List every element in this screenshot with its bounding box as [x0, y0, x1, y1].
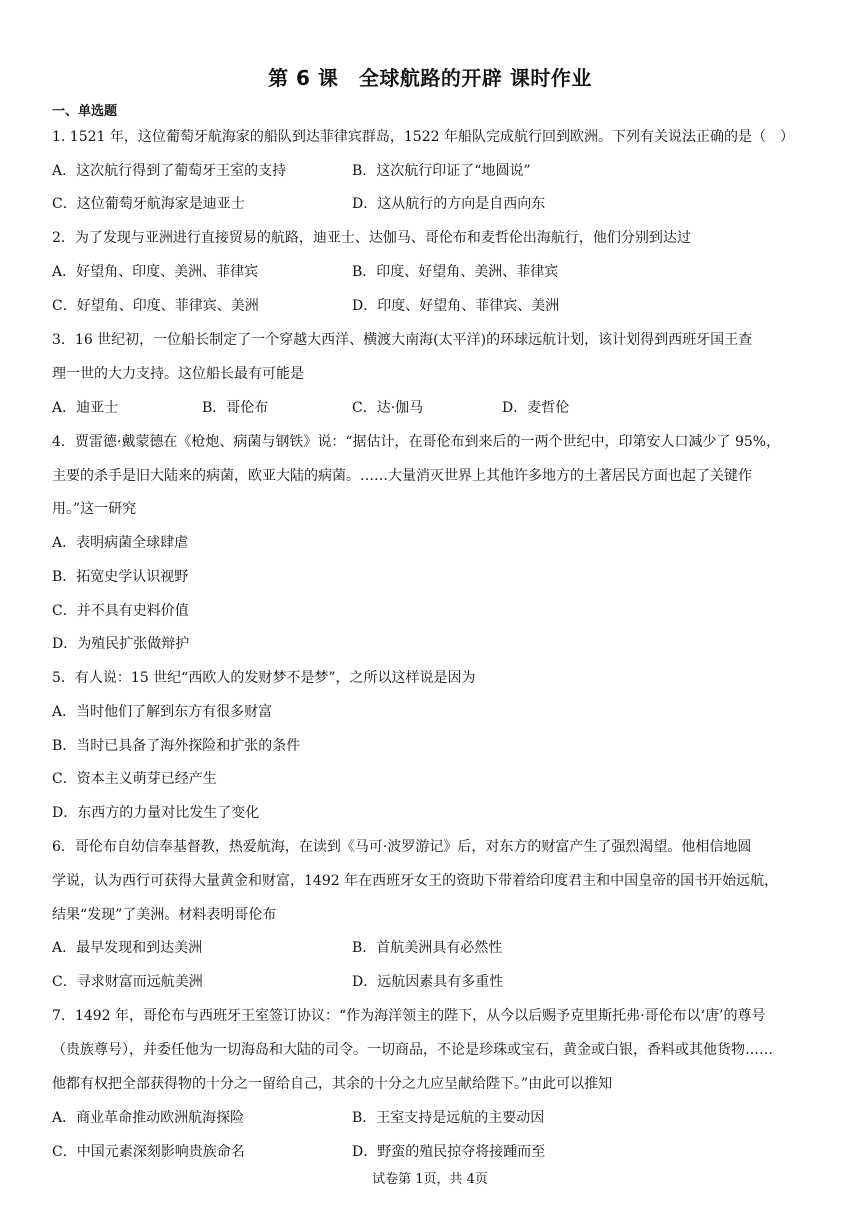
question-4-stem-line-1: 4．贾雷德·戴蒙德在《枪炮、病菌与钢铁》说：“据估计，在哥伦布到来后的一两个世纪中，印第安人口减少了 95%， [52, 434, 781, 450]
question-5-option-a: A．当时他们了解到东方有很多财富 [52, 704, 273, 720]
question-6-stem-line-3: 结果“发现”了美洲。材料表明哥伦布 [52, 907, 277, 923]
question-5-option-c: C．资本主义萌芽已经产生 [52, 771, 217, 787]
page-footer: 试卷第 1页，共 4页 [372, 1172, 488, 1187]
question-3-option-c: C．达·伽马 [352, 400, 424, 416]
question-5-option-d: D．东西方的力量对比发生了变化 [52, 805, 260, 821]
question-7-stem-line-2: （贵族尊号），并委任他为一切海岛和大陆的司令。一切商品，不论是珍珠或宝石，黄金或白银，香料或其他货物…… [52, 1042, 773, 1058]
question-4-stem-line-2: 主要的杀手是旧大陆来的病菌，欧亚大陆的病菌。……大量消灭世界上其他许多地方的土著居民方面也起了关键作 [52, 468, 752, 484]
question-3-option-a: A．迪亚士 [52, 400, 119, 416]
question-5-stem: 5．有人说：15 世纪“西欧人的发财梦不是梦”，之所以这样说是因为 [52, 670, 476, 686]
question-7-option-b: B．王室支持是远航的主要动因 [352, 1110, 545, 1126]
question-6-stem-line-2: 学说，认为西行可获得大量黄金和财富，1492 年在西班牙女王的资助下带着给印度君主和中国皇帝的国书开始远航， [52, 873, 779, 889]
question-7-stem-line-1: 7．1492 年，哥伦布与西班牙王室签订协议：“作为海洋领主的陛下，从今以后赐予克里斯托弗·哥伦布以‘唐’的尊号 [52, 1008, 766, 1024]
question-3-option-b: B．哥伦布 [202, 400, 269, 416]
question-3-stem-line-2: 理一世的大力支持。这位船长最有可能是 [52, 366, 304, 382]
question-4-option-b: B．拓宽史学认识视野 [52, 569, 189, 585]
question-2-stem: 2．为了发现与亚洲进行直接贸易的航路，迪亚士、达伽马、哥伦布和麦哲伦出海航行，他们分别到达过 [52, 230, 691, 246]
question-6-stem-line-1: 6．哥伦布自幼信奉基督教，热爱航海，在读到《马可·波罗游记》后，对东方的财富产生了强烈渴望。他相信地圆 [52, 839, 752, 855]
section-heading: 一、单选题 [52, 104, 118, 119]
question-2-option-c: C．好望角、印度、菲律宾、美洲 [52, 298, 259, 314]
question-1-option-d: D．这从航行的方向是自西向东 [352, 196, 546, 212]
question-3-stem-line-1: 3．16 世纪初，一位船长制定了一个穿越大西洋、横渡大南海(太平洋)的环球远航计划，该计划得到西班牙国王查 [52, 332, 753, 348]
page-title: 第 6 课 全球航路的开辟 课时作业 [268, 66, 592, 90]
question-6-option-d: D．远航因素具有多重性 [352, 974, 504, 990]
question-7-option-c: C．中国元素深刻影响贵族命名 [52, 1144, 245, 1160]
question-7-option-d: D．野蛮的殖民掠夺将接踵而至 [352, 1144, 546, 1160]
question-1-option-b: B．这次航行印证了“地圆说” [352, 163, 531, 179]
question-3-option-d: D．麦哲伦 [502, 400, 570, 416]
question-2-option-a: A．好望角、印度、美洲、菲律宾 [52, 264, 259, 280]
question-1-stem: 1. 1521 年，这位葡萄牙航海家的船队到达菲律宾群岛，1522 年船队完成航行回到欧洲。下列有关说法正确的是（ ） [52, 129, 794, 145]
question-6-option-a: A．最早发现和到达美洲 [52, 940, 203, 956]
question-4-option-a: A．表明病菌全球肆虐 [52, 535, 189, 551]
question-6-option-c: C．寻求财富而远航美洲 [52, 974, 203, 990]
question-1-option-c: C．这位葡萄牙航海家是迪亚士 [52, 196, 245, 212]
question-7-stem-line-3: 他都有权把全部获得物的十分之一留给自己，其余的十分之九应呈献给陛下。”由此可以推知 [52, 1076, 613, 1092]
question-4-option-d: D．为殖民扩张做辩护 [52, 636, 190, 652]
question-2-option-b: B．印度、好望角、美洲、菲律宾 [352, 264, 559, 280]
question-7-option-a: A．商业革命推动欧洲航海探险 [52, 1110, 245, 1126]
question-2-option-d: D．印度、好望角、菲律宾、美洲 [352, 298, 560, 314]
question-1-option-a: A．这次航行得到了葡萄牙王室的支持 [52, 163, 287, 179]
question-6-option-b: B．首航美洲具有必然性 [352, 940, 503, 956]
question-4-option-c: C．并不具有史料价值 [52, 603, 189, 619]
question-4-stem-line-3: 用。”这一研究 [52, 501, 137, 517]
question-5-option-b: B．当时已具备了海外探险和扩张的条件 [52, 738, 301, 754]
